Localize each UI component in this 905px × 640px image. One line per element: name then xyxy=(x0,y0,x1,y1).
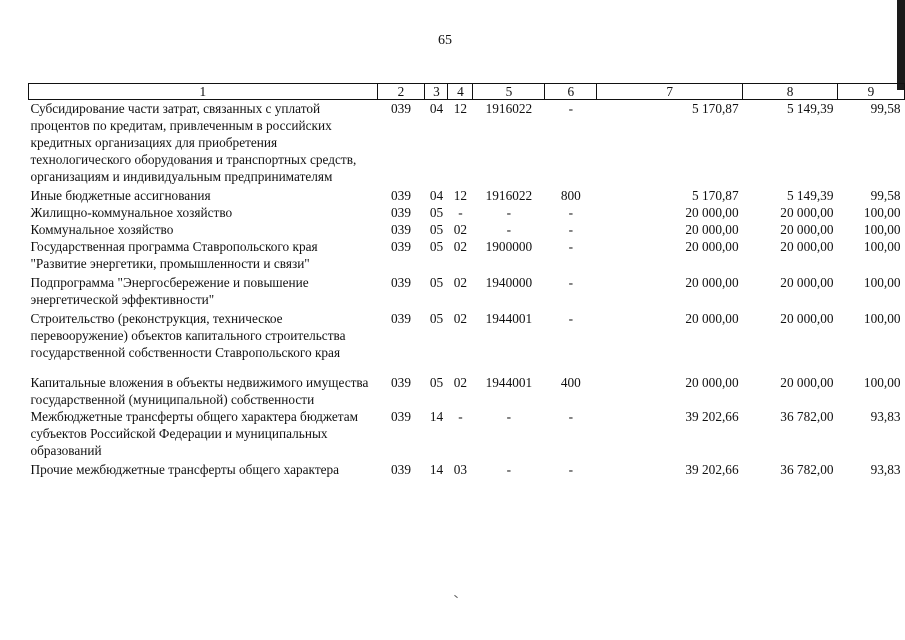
header-col-6: 6 xyxy=(545,84,597,100)
row-expense-type: - xyxy=(568,239,574,254)
row-admin-code: 039 xyxy=(391,188,411,203)
row-executed: 20 000,00 xyxy=(780,205,834,220)
row-executed: 36 782,00 xyxy=(780,462,834,477)
table-row xyxy=(29,100,905,188)
row-subsection: 02 xyxy=(453,375,468,390)
table-row xyxy=(29,461,905,478)
row-name: Субсидирование части затрат, связанных с уплатой процентов по кредитам, привлеченным в российских кредитных организациях для приобретения технологического оборудования и транспортных средств, организациям и индивидуальным предпринимателям xyxy=(30,101,357,184)
row-executed: 20 000,00 xyxy=(780,239,834,254)
row-admin-code: 039 xyxy=(391,101,411,116)
row-target-article: - xyxy=(506,462,512,477)
row-executed: 5 149,39 xyxy=(786,188,834,203)
row-section: 05 xyxy=(429,375,444,390)
row-name: Прочие межбюджетные трансферты общего характера xyxy=(30,462,340,477)
table-row xyxy=(29,238,905,274)
row-subsection: - xyxy=(458,205,463,220)
row-name: Строительство (реконструкция, техническое перевооружение) объектов капитального строительства государственной собственности Ставропольского края xyxy=(30,311,346,360)
row-target-article: 1940000 xyxy=(485,275,533,290)
row-expense-type: - xyxy=(568,222,574,237)
row-name: Жилищно-коммунальное хозяйство xyxy=(30,205,233,220)
row-admin-code: 039 xyxy=(391,205,411,220)
row-expense-type: 400 xyxy=(560,375,581,390)
row-executed: 36 782,00 xyxy=(780,409,834,424)
row-percent: 100,00 xyxy=(863,311,901,326)
header-col-7: 7 xyxy=(597,84,743,100)
table-row xyxy=(29,408,905,461)
row-subsection: 02 xyxy=(453,311,468,326)
row-executed: 5 149,39 xyxy=(786,101,834,116)
header-col-9: 9 xyxy=(837,84,904,100)
row-percent: 93,83 xyxy=(870,409,901,424)
table-row xyxy=(29,374,905,408)
row-planned: 5 170,87 xyxy=(692,101,739,116)
row-target-article: - xyxy=(506,205,512,220)
row-section: 14 xyxy=(429,409,444,424)
scan-edge-bar xyxy=(897,0,905,90)
header-col-8: 8 xyxy=(743,84,838,100)
row-name: Иные бюджетные ассигнования xyxy=(30,188,211,203)
row-executed: 20 000,00 xyxy=(780,311,834,326)
row-target-article: - xyxy=(506,222,512,237)
row-section: 04 xyxy=(429,188,444,203)
row-name: Коммунальное хозяйство xyxy=(30,222,174,237)
row-percent: 93,83 xyxy=(870,462,901,477)
row-admin-code: 039 xyxy=(391,275,411,290)
row-percent: 100,00 xyxy=(863,375,901,390)
header-col-2: 2 xyxy=(377,84,425,100)
row-subsection: 12 xyxy=(453,188,468,203)
header-col-1: 1 xyxy=(29,84,378,100)
header-row xyxy=(29,84,905,100)
table-row xyxy=(29,274,905,310)
row-expense-type: - xyxy=(568,275,574,290)
row-planned: 39 202,66 xyxy=(685,462,739,477)
row-subsection: 02 xyxy=(453,275,468,290)
row-admin-code: 039 xyxy=(391,409,411,424)
row-expense-type: - xyxy=(568,462,574,477)
row-expense-type: 800 xyxy=(560,188,581,203)
header-col-3: 3 xyxy=(425,84,448,100)
header-col-4: 4 xyxy=(448,84,473,100)
row-expense-type: - xyxy=(568,101,574,116)
page-number: 65 xyxy=(438,33,452,48)
row-planned: 20 000,00 xyxy=(685,239,739,254)
row-expense-type: - xyxy=(568,409,574,424)
row-target-article: - xyxy=(506,409,512,424)
table-row xyxy=(29,187,905,204)
row-planned: 20 000,00 xyxy=(685,275,739,290)
row-percent: 99,58 xyxy=(870,101,901,116)
row-admin-code: 039 xyxy=(391,311,411,326)
row-executed: 20 000,00 xyxy=(780,275,834,290)
row-spacer xyxy=(29,361,905,374)
row-section: 05 xyxy=(429,275,444,290)
row-admin-code: 039 xyxy=(391,375,411,390)
row-planned: 5 170,87 xyxy=(692,188,739,203)
row-percent: 100,00 xyxy=(863,275,901,290)
row-planned: 20 000,00 xyxy=(685,205,739,220)
row-planned: 20 000,00 xyxy=(685,375,739,390)
row-expense-type: - xyxy=(568,311,574,326)
table-row xyxy=(29,204,905,221)
row-planned: 20 000,00 xyxy=(685,222,739,237)
row-subsection: 03 xyxy=(453,462,468,477)
row-name: Подпрограмма "Энергосбережение и повышение энергетической эффективности" xyxy=(30,275,309,307)
row-executed: 20 000,00 xyxy=(780,375,834,390)
row-admin-code: 039 xyxy=(391,222,411,237)
row-name: Капитальные вложения в объекты недвижимого имущества государственной (муниципальной) собственности xyxy=(30,375,369,407)
row-target-article: 1944001 xyxy=(485,375,533,390)
row-subsection: 02 xyxy=(453,239,468,254)
row-percent: 100,00 xyxy=(863,222,901,237)
row-name: Межбюджетные трансферты общего характера бюджетам субъектов Российской Федерации и муниципальных образований xyxy=(30,409,359,458)
row-target-article: 1916022 xyxy=(485,101,533,116)
row-admin-code: 039 xyxy=(391,462,411,477)
budget-table xyxy=(28,83,905,478)
row-section: 14 xyxy=(429,462,444,477)
row-subsection: 02 xyxy=(453,222,468,237)
row-section: 05 xyxy=(429,239,444,254)
row-percent: 100,00 xyxy=(863,239,901,254)
row-expense-type: - xyxy=(568,205,574,220)
row-section: 05 xyxy=(429,205,444,220)
row-name: Государственная программа Ставропольского края "Развитие энергетики, промышленности и связи" xyxy=(30,239,318,271)
header-col-5: 5 xyxy=(473,84,545,100)
row-percent: 100,00 xyxy=(863,205,901,220)
row-target-article: 1900000 xyxy=(485,239,533,254)
row-section: 04 xyxy=(429,101,444,116)
table-row xyxy=(29,221,905,238)
row-subsection: 12 xyxy=(453,101,468,116)
row-admin-code: 039 xyxy=(391,239,411,254)
row-target-article: 1944001 xyxy=(485,311,533,326)
row-section: 05 xyxy=(429,222,444,237)
scan-speck xyxy=(454,595,458,598)
row-target-article: 1916022 xyxy=(485,188,533,203)
row-planned: 20 000,00 xyxy=(685,311,739,326)
row-executed: 20 000,00 xyxy=(780,222,834,237)
table-row xyxy=(29,310,905,361)
row-planned: 39 202,66 xyxy=(685,409,739,424)
row-section: 05 xyxy=(429,311,444,326)
row-subsection: - xyxy=(458,409,463,424)
row-percent: 99,58 xyxy=(870,188,901,203)
